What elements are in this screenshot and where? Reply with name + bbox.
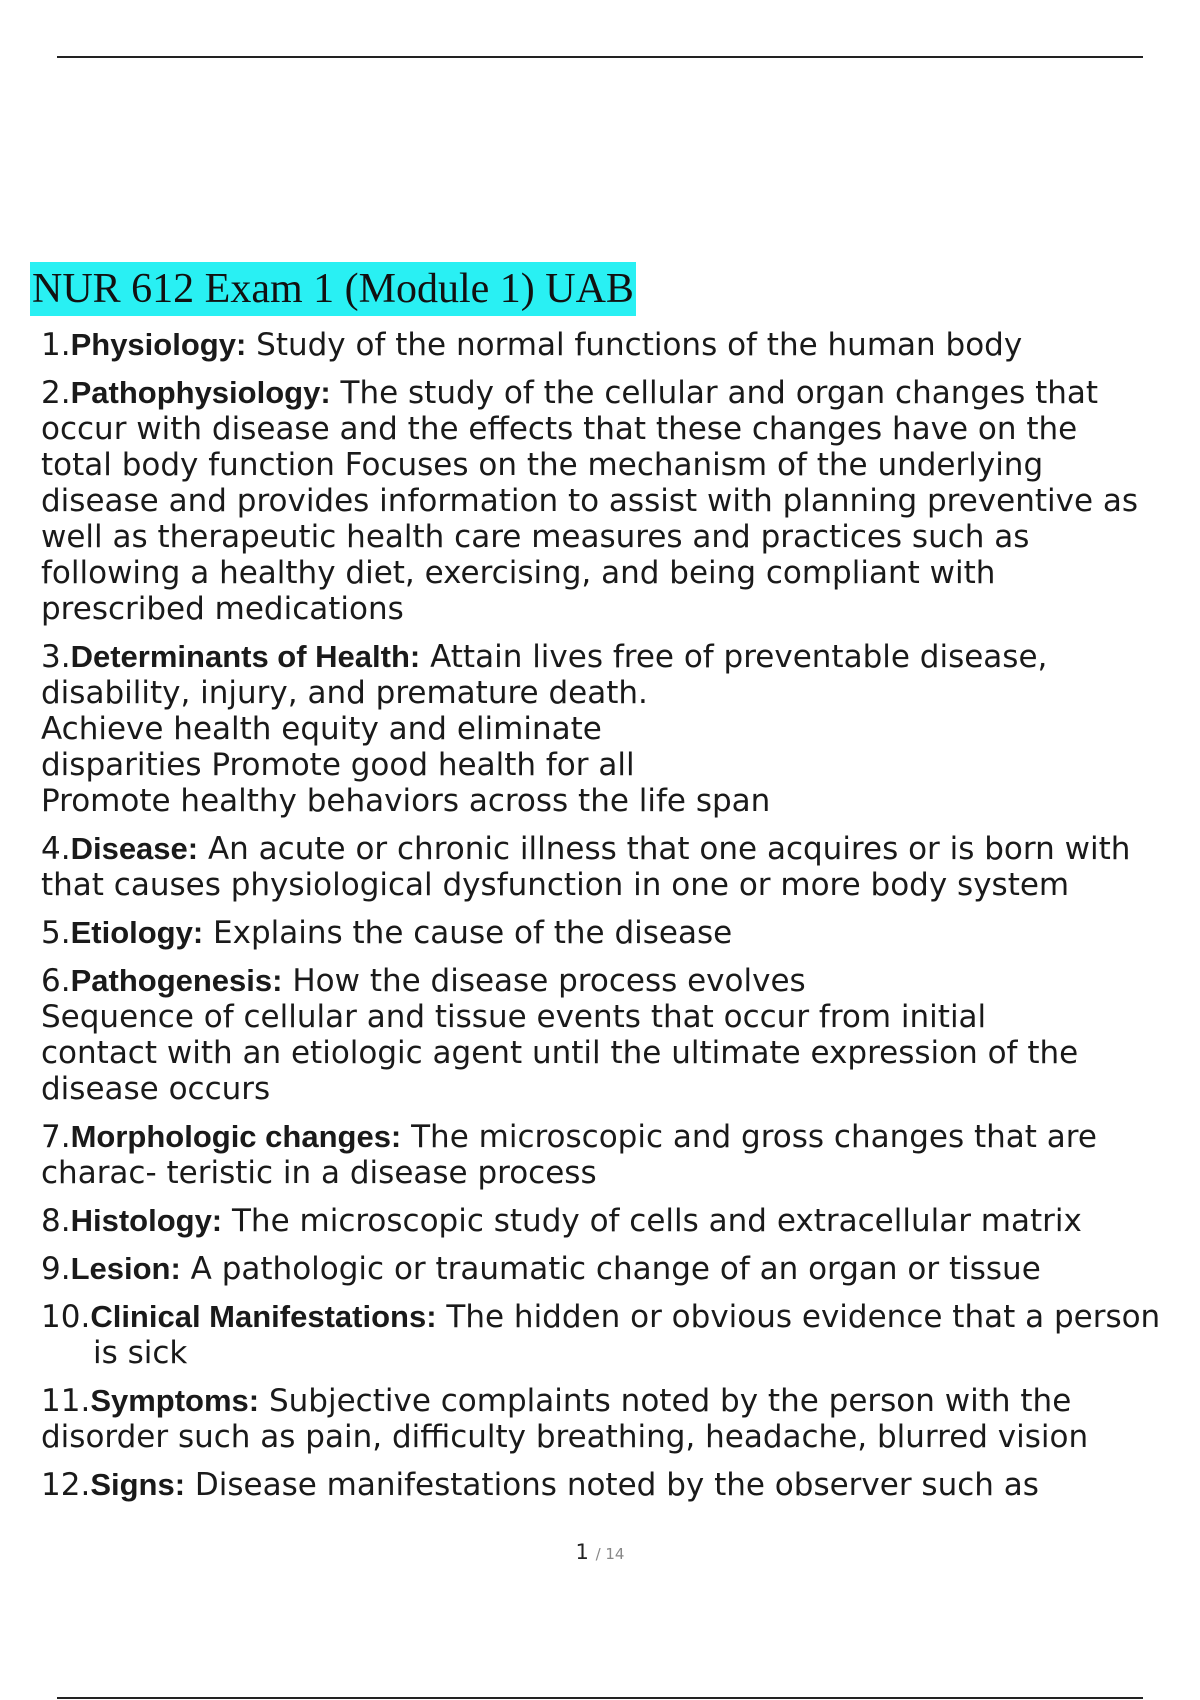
item-first-line	[41, 1119, 1200, 1155]
item-continuation-line: prescribed medications	[41, 591, 404, 627]
item-continuation-line: disparities Promote good health for all	[41, 747, 635, 783]
item-continuation-line: disorder such as pain, difficulty breathing, headache, blurred vision	[41, 1419, 1089, 1455]
list-item	[41, 1251, 1200, 1287]
item-continuation-line: occur with disease and the effects that these changes have on the	[41, 411, 1078, 447]
item-term: Clinical Manifestations:	[90, 1299, 437, 1334]
item-continuation-line: following a healthy diet, exercising, and being compliant with	[41, 555, 996, 591]
item-continuation-line: disability, injury, and premature death.	[41, 675, 648, 711]
item-first-line	[41, 327, 1200, 363]
item-first-line	[41, 1203, 1200, 1239]
list-item	[41, 327, 1200, 363]
item-number: 7.	[41, 1119, 71, 1155]
item-text: How the disease process evolves	[292, 963, 806, 999]
list-item	[41, 1119, 1200, 1191]
item-continuation-line: is sick	[93, 1335, 188, 1371]
item-first-line	[41, 1299, 1200, 1335]
item-term: Pathophysiology:	[70, 375, 331, 410]
item-term: Lesion:	[70, 1251, 181, 1286]
list-item	[41, 915, 1200, 951]
list-item	[41, 963, 1200, 1107]
list-item	[41, 1203, 1200, 1239]
item-continuation-line: Achieve health equity and eliminate	[41, 711, 602, 747]
list-item	[41, 831, 1200, 903]
list-item	[41, 1383, 1200, 1455]
item-number: 2.	[41, 375, 71, 411]
item-number: 9.	[41, 1251, 71, 1287]
definitions-list	[41, 327, 1200, 1515]
item-text: Attain lives free of preventable disease,	[430, 639, 1048, 675]
item-first-line	[41, 375, 1200, 411]
item-continuation-line: disease and provides information to assist with planning preventive as	[41, 483, 1139, 519]
page-number	[0, 1540, 1200, 1564]
item-term: Signs:	[90, 1467, 186, 1502]
item-continuation-line: that causes physiological dysfunction in one or more body system	[41, 867, 1070, 903]
item-first-line	[41, 963, 1200, 999]
item-continuation-line: Sequence of cellular and tissue events that occur from initial	[41, 999, 987, 1035]
list-item	[41, 639, 1200, 819]
item-term: Disease:	[70, 831, 199, 866]
item-text: The study of the cellular and organ changes that	[340, 375, 1099, 411]
item-term: Pathogenesis:	[70, 963, 283, 998]
current-page: 1	[575, 1540, 589, 1564]
item-term: Morphologic changes:	[70, 1119, 402, 1154]
item-term: Determinants of Health:	[70, 639, 421, 674]
item-number: 1.	[41, 327, 71, 363]
list-item	[41, 1467, 1200, 1503]
item-first-line	[41, 1251, 1200, 1287]
item-text: Disease manifestations noted by the observer such as	[194, 1467, 1039, 1503]
total-pages: / 14	[595, 1545, 625, 1563]
list-item	[41, 375, 1200, 627]
list-item	[41, 1299, 1200, 1371]
item-number: 5.	[41, 915, 71, 951]
top-rule	[57, 56, 1143, 58]
item-first-line	[41, 1467, 1200, 1503]
item-text: Study of the normal functions of the human body	[256, 327, 1023, 363]
item-continuation-line: charac- teristic in a disease process	[41, 1155, 597, 1191]
item-term: Symptoms:	[90, 1383, 260, 1418]
item-number: 10.	[41, 1299, 91, 1335]
item-continuation-line: total body function Focuses on the mechanism of the underlying	[41, 447, 1044, 483]
item-term: Etiology:	[70, 915, 204, 950]
item-term: Physiology:	[70, 327, 247, 362]
item-first-line	[41, 915, 1200, 951]
item-text: The microscopic study of cells and extracellular matrix	[232, 1203, 1082, 1239]
bottom-rule	[57, 1697, 1143, 1699]
item-continuation-line: contact with an etiologic agent until the ultimate expression of the	[41, 1035, 1079, 1071]
document-title: NUR 612 Exam 1 (Module 1) UAB	[30, 262, 636, 316]
item-text: The hidden or obvious evidence that a person	[446, 1299, 1161, 1335]
item-first-line	[41, 1383, 1200, 1419]
item-number: 6.	[41, 963, 71, 999]
item-first-line	[41, 831, 1200, 867]
item-text: Subjective complaints noted by the person with the	[268, 1383, 1072, 1419]
item-first-line	[41, 639, 1200, 675]
item-number: 11.	[41, 1383, 91, 1419]
item-continuation-line: well as therapeutic health care measures and practices such as	[41, 519, 1030, 555]
item-number: 8.	[41, 1203, 71, 1239]
item-continuation-line: Promote healthy behaviors across the life span	[41, 783, 771, 819]
item-text: A pathologic or traumatic change of an organ or tissue	[190, 1251, 1041, 1287]
item-number: 4.	[41, 831, 71, 867]
item-number: 12.	[41, 1467, 91, 1503]
item-text: Explains the cause of the disease	[213, 915, 733, 951]
item-text: An acute or chronic illness that one acquires or is born with	[207, 831, 1131, 867]
item-term: Histology:	[70, 1203, 223, 1238]
item-number: 3.	[41, 639, 71, 675]
item-continuation-line: disease occurs	[41, 1071, 271, 1107]
item-text: The microscopic and gross changes that are	[411, 1119, 1097, 1155]
